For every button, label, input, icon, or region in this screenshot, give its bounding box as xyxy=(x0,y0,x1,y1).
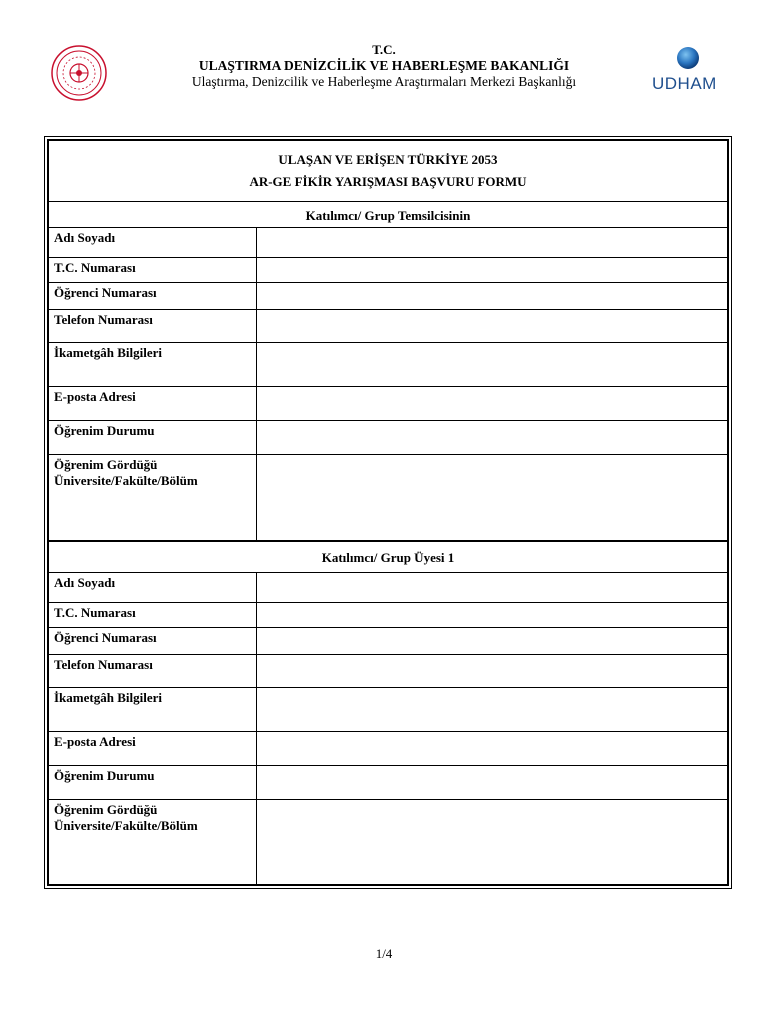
globe-icon xyxy=(676,46,700,70)
form-title-line-1: ULAŞAN VE ERİŞEN TÜRKİYE 2053 xyxy=(278,152,498,167)
education-status-field[interactable] xyxy=(257,421,728,455)
name-field[interactable] xyxy=(257,228,728,258)
field-label: Öğrenci Numarası xyxy=(49,628,257,655)
field-label: Öğrenim Durumu xyxy=(49,766,257,800)
section-heading: Katılımcı/ Grup Temsilcisinin xyxy=(49,202,728,228)
form-title-line-2: AR-GE FİKİR YARIŞMASI BAŞVURU FORMU xyxy=(249,174,527,189)
table-row xyxy=(49,421,728,455)
table-row xyxy=(49,283,728,310)
table-row xyxy=(49,628,728,655)
heading-line-1: T.C. xyxy=(372,42,396,57)
table-row xyxy=(49,573,728,603)
email-field[interactable] xyxy=(257,732,728,766)
university-field[interactable] xyxy=(257,800,728,885)
table-row xyxy=(49,228,728,258)
field-label: E-posta Adresi xyxy=(49,732,257,766)
name-field[interactable] xyxy=(257,573,728,603)
university-field[interactable] xyxy=(257,455,728,541)
field-label: Telefon Numarası xyxy=(49,655,257,688)
table-row xyxy=(49,766,728,800)
heading-line-2: ULAŞTIRMA DENİZCİLİK VE HABERLEŞME BAKANLIĞI xyxy=(198,58,570,73)
section-heading-row xyxy=(49,202,728,228)
email-field[interactable] xyxy=(257,387,728,421)
udham-logo xyxy=(648,44,728,100)
field-label: İkametgâh Bilgileri xyxy=(49,343,257,387)
table-row xyxy=(49,603,728,628)
field-label: Adı Soyadı xyxy=(49,573,257,603)
page-number: 1/4 xyxy=(375,946,393,961)
id-number-field[interactable] xyxy=(257,603,728,628)
field-label: Öğrenim Gördüğü Üniversite/Fakülte/Bölüm xyxy=(49,455,257,541)
field-label: Adı Soyadı xyxy=(49,228,257,258)
table-row xyxy=(49,800,728,885)
form-title xyxy=(49,141,728,202)
form-table xyxy=(48,140,728,885)
page-header xyxy=(0,40,768,100)
id-number-field[interactable] xyxy=(257,258,728,283)
education-status-field[interactable] xyxy=(257,766,728,800)
field-label: İkametgâh Bilgileri xyxy=(49,688,257,732)
section-heading-row xyxy=(49,541,728,573)
field-label: Öğrenci Numarası xyxy=(49,283,257,310)
udham-logo-text: UDHAM xyxy=(652,74,717,93)
field-label: E-posta Adresi xyxy=(49,387,257,421)
field-label: T.C. Numarası xyxy=(49,258,257,283)
field-label: Telefon Numarası xyxy=(49,310,257,343)
phone-field[interactable] xyxy=(257,310,728,343)
student-number-field[interactable] xyxy=(257,628,728,655)
table-row xyxy=(49,688,728,732)
application-form xyxy=(44,136,732,889)
table-row xyxy=(49,732,728,766)
field-label: Öğrenim Durumu xyxy=(49,421,257,455)
section-heading: Katılımcı/ Grup Üyesi 1 xyxy=(49,541,728,573)
student-number-field[interactable] xyxy=(257,283,728,310)
field-label: Öğrenim Gördüğü Üniversite/Fakülte/Bölüm xyxy=(49,800,257,885)
table-row xyxy=(49,387,728,421)
address-field[interactable] xyxy=(257,688,728,732)
address-field[interactable] xyxy=(257,343,728,387)
phone-field[interactable] xyxy=(257,655,728,688)
heading-line-3: Ulaştırma, Denizcilik ve Haberleşme Araştırmaları Merkezi Başkanlığı xyxy=(191,74,577,89)
table-row xyxy=(49,455,728,541)
form-title-row xyxy=(49,141,728,202)
table-row xyxy=(49,343,728,387)
table-row xyxy=(49,655,728,688)
field-label: T.C. Numarası xyxy=(49,603,257,628)
table-row xyxy=(49,258,728,283)
table-row xyxy=(49,310,728,343)
